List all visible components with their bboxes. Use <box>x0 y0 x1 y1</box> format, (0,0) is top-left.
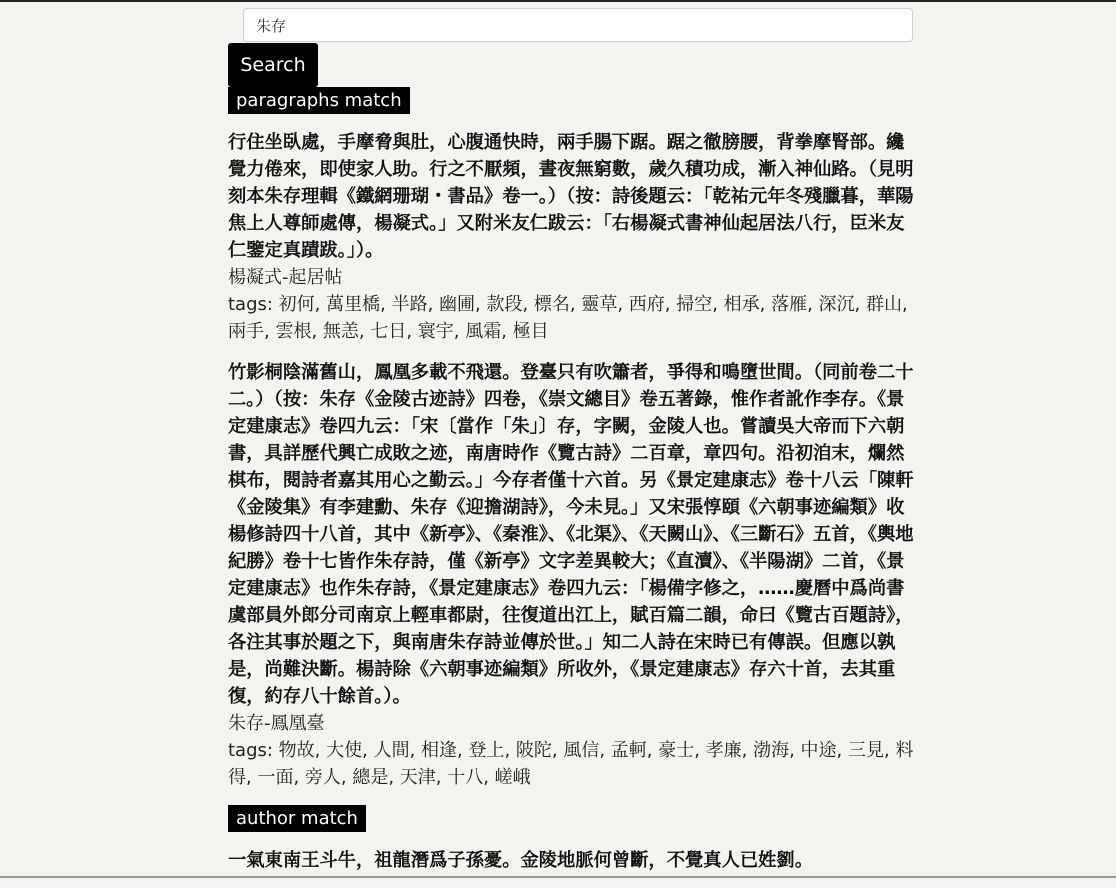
result-tags: tags: 初何, 萬里橋, 半路, 幽圃, 款段, 標名, 靈草, 西府, 掃空, 相承, 落雁, 深沉, 群山, 兩手, 雲根, 無恙, 七日, 寰宇, 風霜, 極目 <box>228 294 908 342</box>
search-input[interactable] <box>243 8 913 42</box>
paragraph-result <box>228 129 918 345</box>
author-match-heading: author match <box>228 805 366 832</box>
search-button[interactable]: Search <box>228 43 318 87</box>
result-text: 一氣東南王斗牛，祖龍潛爲子孫憂。金陵地脈何曾斷，不覺真人已姓劉。 <box>228 850 813 871</box>
paragraphs-match-heading: paragraphs match <box>228 87 410 114</box>
result-text: 竹影桐陰滿舊山，鳳凰多載不飛還。登臺只有吹簫者，爭得和鳴墮世間。（同前卷二十二。）（按：朱存《金陵古迹詩》四卷，《崇文總目》卷五著錄，惟作者訛作李存。《景定建康志》卷四九云：「宋〔當作「朱」〕存，字闕，金陵人也。嘗讀吳大帝而下六朝書，具詳歷代興亡成敗之迹，南唐時作《覽古詩》二百章，章四句。沿初洎末，爛然棋布，閱詩者嘉其用心之勤云。」今存者僅十六首。另《景定建康志》卷十八云「陳軒《金陵集》有李建勳、朱存《迎擔湖詩》，今未見。」又宋張惇頤《六朝事迹編類》收楊修詩四十八首，其中《新亭》、《秦淮》、《北渠》、《天闕山》、《三斷石》五首，《輿地紀勝》卷十七皆作朱存詩，僅《新亭》文字差異較大；《直瀆》、《半陽湖》二首，《景定建康志》也作朱存詩，《景定建康志》卷四九云：「楊備字修之，……慶曆中爲尚書虞部員外郎分司南京上輕車都尉，往復道出江上，賦百篇二韻，命曰《覽古百題詩》，各注其事於題之下，與南唐朱存詩並傳於世。」知二人詩在宋時已有傳誤。但應以孰是，尚難決斷。楊詩除《六朝事迹編類》所收外，《景定建康志》存六十首，去其重復，約存八十餘首。）。 <box>228 362 914 707</box>
top-border <box>0 0 1116 2</box>
main-content <box>228 8 918 888</box>
result-source: 朱存-鳳凰臺 <box>228 713 325 734</box>
result-source: 楊凝式-起居帖 <box>228 267 343 288</box>
result-tags: tags: 物故, 大使, 人間, 相逢, 登上, 陂陀, 風信, 孟軻, 豪士, 孝廉, 渤海, 中途, 三見, 料得, 一面, 旁人, 總是, 天津, 十八, 嵯峨 <box>228 740 914 788</box>
author-result <box>228 847 918 874</box>
result-text: 行住坐臥處，手摩脅與肚，心腹通快時，兩手腸下踞。踞之徹膀腰，背拳摩腎部。纔覺力倦來，即使家人助。行之不厭頻，晝夜無窮數，歲久積功成，漸入神仙路。（見明刻本朱存理輯《鐵網珊瑚・書品》卷一。）（按：詩後題云：「乾祐元年冬殘臘暮，華陽焦上人尊師處傳，楊凝式。」又附米友仁跋云：「右楊凝式書神仙起居法八行，臣米友仁鑒定真蹟跋。」）。 <box>228 132 914 261</box>
paragraph-results <box>228 129 918 791</box>
author-results <box>228 847 918 874</box>
paragraph-result <box>228 359 918 791</box>
